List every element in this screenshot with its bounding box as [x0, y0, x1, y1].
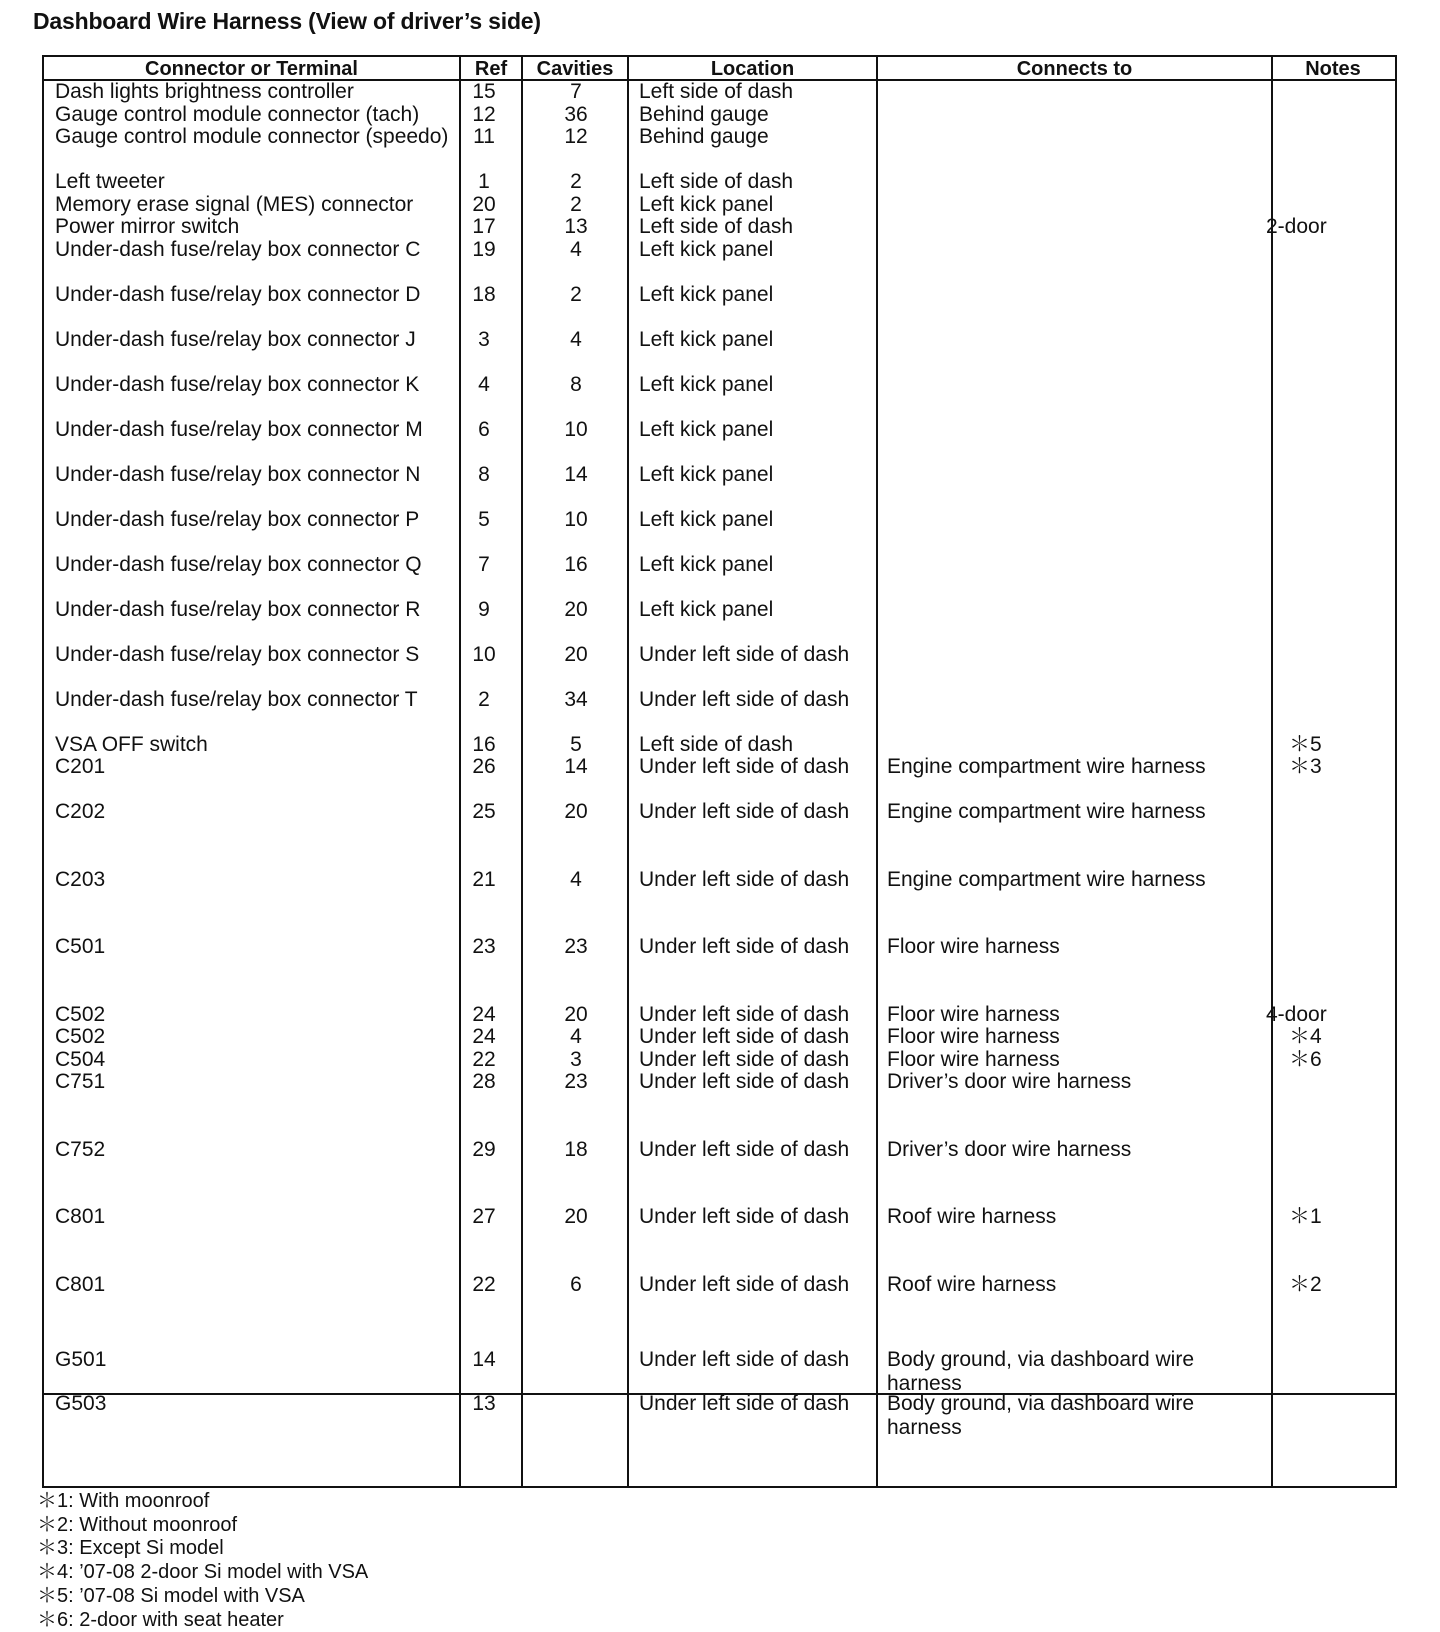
ref-number: 3 — [478, 328, 490, 351]
connector-name: Under-dash fuse/relay box connector T — [55, 688, 418, 711]
connector-name: Left tweeter — [55, 170, 165, 193]
location: Under left side of dash — [639, 1348, 850, 1371]
connector-name: Under-dash fuse/relay box connector M — [55, 418, 423, 441]
cavity-count: 2 — [570, 283, 582, 306]
note: ＊2 — [1289, 1273, 1322, 1296]
connector-name: G503 — [55, 1392, 107, 1415]
cavity-count: 20 — [564, 1205, 588, 1228]
cavity-count: 20 — [564, 1003, 588, 1026]
location: Left side of dash — [639, 80, 794, 103]
ref-number: 8 — [478, 463, 490, 486]
cavity-count: 2 — [570, 170, 582, 193]
location: Left kick panel — [639, 463, 774, 486]
cavity-count: 14 — [564, 463, 588, 486]
connector-name: C502 — [55, 1025, 106, 1048]
ref-number: 18 — [472, 283, 496, 306]
page-title: Dashboard Wire Harness (View of driver’s side) — [33, 8, 541, 34]
connector-name: G501 — [55, 1348, 107, 1371]
column-divider — [521, 57, 523, 1486]
ref-number: 13 — [472, 1392, 496, 1415]
cavity-count: 4 — [570, 328, 582, 351]
connector-name: C203 — [55, 868, 106, 891]
footnote: ＊6: 2-door with seat heater — [37, 1608, 284, 1631]
ref-number: 11 — [473, 125, 495, 148]
connector-name: C751 — [55, 1070, 106, 1093]
cavity-count: 10 — [564, 418, 588, 441]
connects-to: Driver’s door wire harness — [887, 1070, 1132, 1093]
connects-to: Roof wire harness — [887, 1205, 1057, 1228]
connector-name: Under-dash fuse/relay box connector Q — [55, 553, 422, 576]
location: Left side of dash — [639, 215, 794, 238]
ref-number: 16 — [472, 733, 496, 756]
cavity-count: 20 — [564, 598, 588, 621]
footnotes — [37, 1490, 368, 1632]
location: Under left side of dash — [639, 755, 850, 778]
ref-number: 20 — [472, 193, 496, 216]
connector-name: C801 — [55, 1205, 106, 1228]
connects-to: Floor wire harness — [887, 1025, 1060, 1048]
cavity-count: 4 — [570, 868, 582, 891]
connects-to: Floor wire harness — [887, 1048, 1060, 1071]
connects-to: Body ground, via dashboard wire harness — [887, 1392, 1195, 1439]
connector-name: C504 — [55, 1048, 106, 1071]
cavity-count: 5 — [570, 733, 582, 756]
connects-to: Body ground, via dashboard wire harness — [887, 1348, 1195, 1395]
cavity-count: 10 — [564, 508, 588, 531]
cavity-count: 36 — [564, 103, 588, 126]
cavity-count: 13 — [564, 215, 588, 238]
ref-number: 12 — [472, 103, 496, 126]
connector-name: Memory erase signal (MES) connector — [55, 193, 414, 216]
ref-number: 17 — [472, 215, 496, 238]
location: Left kick panel — [639, 553, 774, 576]
header-connector: Connector or Terminal — [145, 58, 358, 80]
location: Under left side of dash — [639, 1048, 850, 1071]
note: ＊5 — [1289, 733, 1322, 756]
ref-number: 4 — [478, 373, 490, 396]
cavity-count: 14 — [564, 755, 588, 778]
connects-to: Roof wire harness — [887, 1273, 1057, 1296]
note: 4-door — [1266, 1003, 1327, 1026]
header-notes: Notes — [1305, 58, 1361, 80]
connector-name: C502 — [55, 1003, 106, 1026]
ref-number: 26 — [472, 755, 496, 778]
connector-name: Under-dash fuse/relay box connector N — [55, 463, 421, 486]
ref-number: 9 — [478, 598, 490, 621]
connector-name: Under-dash fuse/relay box connector R — [55, 598, 421, 621]
location: Under left side of dash — [639, 800, 850, 823]
footnote: ＊4: ’07-08 2-door Si model with VSA — [37, 1561, 369, 1584]
cavity-count: 12 — [564, 125, 588, 148]
ref-number: 24 — [472, 1003, 496, 1026]
location: Under left side of dash — [639, 1392, 850, 1415]
ref-number: 15 — [472, 80, 496, 103]
cavity-count: 2 — [570, 193, 582, 216]
connects-to: Floor wire harness — [887, 1003, 1060, 1026]
connector-name: Gauge control module connector (tach) — [55, 103, 420, 126]
ref-number: 21 — [472, 868, 496, 891]
connector-name: Under-dash fuse/relay box connector S — [55, 643, 420, 666]
connector-name: Under-dash fuse/relay box connector C — [55, 238, 421, 261]
location: Left kick panel — [639, 193, 774, 216]
note: ＊6 — [1289, 1048, 1322, 1071]
connector-name: Dash lights brightness controller — [55, 80, 354, 103]
location: Left kick panel — [639, 373, 774, 396]
note: ＊3 — [1289, 755, 1322, 778]
header-location: Location — [710, 58, 795, 80]
connector-name: C752 — [55, 1138, 106, 1161]
ref-number: 23 — [472, 935, 496, 958]
connector-name: Under-dash fuse/relay box connector K — [55, 373, 420, 396]
location: Under left side of dash — [639, 1070, 850, 1093]
cavity-count: 23 — [564, 1070, 588, 1093]
connects-to: Driver’s door wire harness — [887, 1138, 1132, 1161]
cavity-count: 8 — [570, 373, 582, 396]
header-cavities: Cavities — [536, 58, 614, 80]
ref-number: 7 — [478, 553, 490, 576]
note: ＊1 — [1289, 1205, 1322, 1228]
cavity-count: 20 — [564, 643, 588, 666]
location: Under left side of dash — [639, 643, 850, 666]
cavity-count: 23 — [564, 935, 588, 958]
cavity-count: 7 — [570, 80, 582, 103]
cavity-count: 4 — [570, 1025, 582, 1048]
connects-to: Floor wire harness — [887, 935, 1060, 958]
connects-to: Engine compartment wire harness — [887, 755, 1206, 778]
column-divider — [627, 57, 629, 1486]
cavity-count: 3 — [570, 1048, 582, 1071]
ref-number: 24 — [472, 1025, 496, 1048]
footnote: ＊2: Without moonroof — [37, 1513, 238, 1536]
cavity-count: 4 — [570, 238, 582, 261]
footnote: ＊3: Except Si model — [37, 1537, 224, 1560]
cavity-count: 18 — [564, 1138, 588, 1161]
location: Under left side of dash — [639, 935, 850, 958]
location: Left kick panel — [639, 418, 774, 441]
connector-name: C801 — [55, 1273, 106, 1296]
ref-number: 2 — [478, 688, 490, 711]
connector-name: C501 — [55, 935, 106, 958]
location: Under left side of dash — [639, 1138, 850, 1161]
footnote: ＊1: With moonroof — [37, 1490, 210, 1512]
cavity-count: 16 — [564, 553, 588, 576]
connector-name: C202 — [55, 800, 106, 823]
ref-number: 28 — [472, 1070, 496, 1093]
ref-number: 6 — [478, 418, 490, 441]
cavity-count: 6 — [570, 1273, 582, 1296]
ref-number: 1 — [478, 170, 490, 193]
note: ＊4 — [1289, 1025, 1322, 1048]
connector-name: Power mirror switch — [55, 215, 240, 238]
connects-to: Engine compartment wire harness — [887, 868, 1206, 891]
note: 2-door — [1266, 215, 1327, 238]
location: Left kick panel — [639, 283, 774, 306]
cavity-count: 20 — [564, 800, 588, 823]
column-divider — [1271, 57, 1273, 1486]
ref-number: 22 — [472, 1273, 496, 1296]
location: Left side of dash — [639, 733, 794, 756]
location: Left kick panel — [639, 328, 774, 351]
ref-number: 25 — [472, 800, 496, 823]
location: Under left side of dash — [639, 688, 850, 711]
header-connects-to: Connects to — [1016, 58, 1133, 80]
ref-number: 10 — [472, 643, 496, 666]
ref-number: 22 — [472, 1048, 496, 1071]
connector-name: Under-dash fuse/relay box connector P — [55, 508, 420, 531]
location: Under left side of dash — [639, 1273, 850, 1296]
location: Left kick panel — [639, 598, 774, 621]
location: Left kick panel — [639, 508, 774, 531]
connector-name: VSA OFF switch — [55, 733, 208, 756]
ref-number: 29 — [472, 1138, 496, 1161]
harness-table — [42, 55, 1397, 1488]
column-divider — [459, 57, 461, 1486]
ref-number: 14 — [472, 1348, 496, 1371]
location: Behind gauge — [639, 125, 769, 148]
location: Left side of dash — [639, 170, 794, 193]
footnote: ＊5: ’07-08 Si model with VSA — [37, 1584, 305, 1607]
connector-name: Under-dash fuse/relay box connector D — [55, 283, 421, 306]
location: Under left side of dash — [639, 1205, 850, 1228]
connector-name: C201 — [55, 755, 106, 778]
header-ref: Ref — [474, 58, 508, 80]
connects-to: Engine compartment wire harness — [887, 800, 1206, 823]
location: Behind gauge — [639, 103, 769, 126]
ref-number: 27 — [472, 1205, 496, 1228]
location: Under left side of dash — [639, 1003, 850, 1026]
connector-name: Under-dash fuse/relay box connector J — [55, 328, 416, 351]
cavity-count: 34 — [564, 688, 588, 711]
location: Left kick panel — [639, 238, 774, 261]
connector-name: Gauge control module connector (speedo) — [55, 125, 449, 148]
location: Under left side of dash — [639, 868, 850, 891]
ref-number: 19 — [472, 238, 496, 261]
ref-number: 5 — [478, 508, 490, 531]
location: Under left side of dash — [639, 1025, 850, 1048]
